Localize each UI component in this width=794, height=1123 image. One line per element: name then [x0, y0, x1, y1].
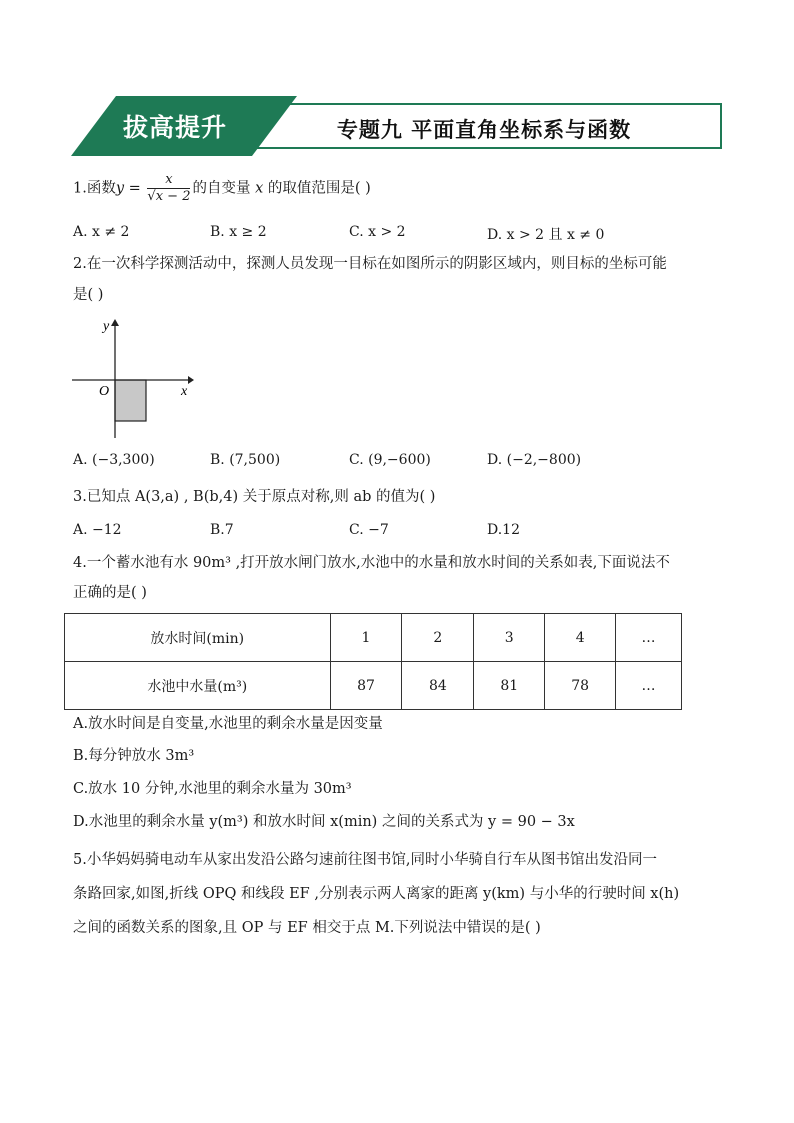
- q5-line-1: 5.小华妈妈骑电动车从家出发沿公路匀速前往图书馆,同时小华骑自行车从图书馆出发沿同一: [73, 852, 657, 868]
- q1-tail: 的取值范围是( ): [267, 180, 371, 197]
- section-banner: [71, 96, 722, 156]
- banner-tag-label: 拔高提升: [123, 113, 228, 142]
- table-cell: 1: [330, 614, 402, 662]
- q1-option-c: C. x > 2: [349, 224, 406, 240]
- table-cell: …: [616, 662, 682, 710]
- q4-data-table: [64, 613, 682, 710]
- table-cell: 2: [402, 614, 474, 662]
- q1-y: y: [115, 180, 125, 197]
- x-axis-arrow: [188, 376, 194, 384]
- q5-line-3: 之间的函数关系的图象,且 OP 与 EF 相交于点 M.下列说法中错误的是( ): [73, 920, 541, 936]
- q2-line-1: 2.在一次科学探测活动中，探测人员发现一目标在如图所示的阴影区域内，则目标的坐标可能: [73, 256, 667, 272]
- q2-line-2: 是( ): [73, 287, 104, 303]
- q2-option-a: A. (−3,300): [73, 452, 155, 468]
- q3-option-a: A. −12: [73, 522, 122, 538]
- q1-suffix: 的自变量: [192, 180, 251, 197]
- q1-denominator: √x − 2: [147, 189, 191, 204]
- table-header-cell: 放水时间(min): [65, 614, 331, 662]
- table-cell: 78: [545, 662, 616, 710]
- q1-eq: =: [124, 180, 146, 197]
- table-cell: 81: [474, 662, 545, 710]
- question-3: 3.已知点 A(3,a) , B(b,4) 关于原点对称,则 ab 的值为( ): [73, 489, 436, 505]
- banner-title-box: [246, 103, 722, 149]
- origin-label: O: [99, 384, 110, 399]
- table-row: [65, 614, 682, 662]
- table-cell: 87: [330, 662, 402, 710]
- table-cell: 3: [474, 614, 545, 662]
- q3-option-c: C. −7: [349, 522, 389, 538]
- q1-prefix: 1.函数: [73, 180, 116, 197]
- q5-line-2: 条路回家,如图,折线 OPQ 和线段 EF ,分别表示两人离家的距离 y(km) 与小华的行驶时间 x(h): [73, 886, 680, 902]
- q1-numerator: x: [147, 172, 190, 189]
- page-title: 专题九 平面直角坐标系与函数: [336, 118, 632, 142]
- y-axis-label: y: [103, 319, 110, 334]
- q4-option-b: B.每分钟放水 3m³: [73, 748, 195, 764]
- q1-fraction: [147, 172, 190, 205]
- question-1: [73, 172, 371, 205]
- q4-line-1: 4.一个蓄水池有水 90m³ ,打开放水闸门放水,水池中的水量和放水时间的关系如表,下面说法不: [73, 555, 670, 571]
- q2-option-b: B. (7,500): [210, 452, 281, 468]
- q3-option-b: B.7: [210, 522, 234, 538]
- table-cell: 84: [402, 662, 474, 710]
- x-axis-label: x: [181, 384, 188, 399]
- shaded-region: [115, 380, 146, 421]
- q1-option-a: A. x ≠ 2: [73, 224, 130, 240]
- table-cell: …: [616, 614, 682, 662]
- y-axis-arrow: [111, 319, 119, 326]
- q2-option-c: C. (9,−600): [349, 452, 431, 468]
- table-row: [65, 662, 682, 710]
- q2-axes-svg: [70, 316, 195, 446]
- q2-option-d: D. (−2,−800): [487, 452, 582, 468]
- q1-var: x: [255, 180, 264, 197]
- q4-option-d: D.水池里的剩余水量 y(m³) 和放水时间 x(min) 之间的关系式为 y = 90 − 3x: [73, 814, 575, 830]
- q1-option-b: B. x ≥ 2: [210, 224, 267, 240]
- table-cell: 4: [545, 614, 616, 662]
- table-header-cell: 水池中水量(m³): [65, 662, 331, 710]
- q4-line-2: 正确的是( ): [73, 585, 147, 601]
- q3-option-d: D.12: [487, 522, 520, 538]
- q4-option-a: A.放水时间是自变量,水池里的剩余水量是因变量: [73, 716, 383, 732]
- q1-option-d: D. x > 2 且 x ≠ 0: [487, 227, 605, 243]
- q4-option-c: C.放水 10 分钟,水池里的剩余水量为 30m³: [73, 781, 352, 797]
- q2-coordinate-figure: [70, 316, 195, 446]
